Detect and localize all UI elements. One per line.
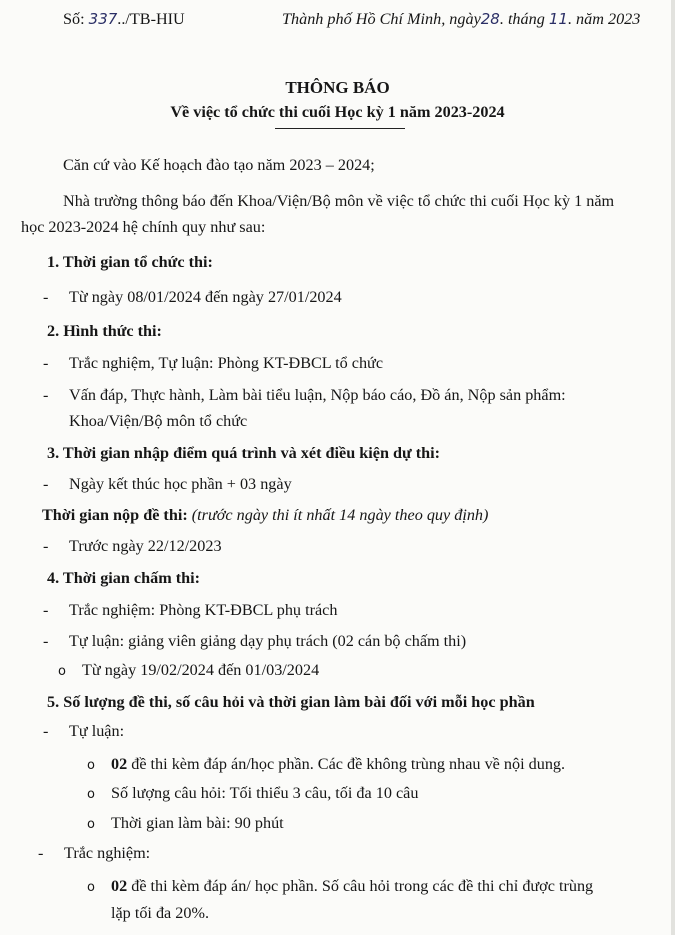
dash-bullet: - [43,475,49,493]
section-5-heading: 5. Số lượng đề thi, số câu hỏi và thời gian làm bài đối với mỗi học phần [47,693,535,711]
item-text: Từ ngày 08/01/2024 đến ngày 27/01/2024 [69,288,342,306]
number-prefix: Số: [63,10,89,28]
item-text: Tự luận: giảng viên giảng dạy phụ trách (02 cán bộ chấm thi) [69,632,467,650]
item-text: đề thi kèm đáp án/học phần. Các đề không trùng nhau về nội dung. [127,755,566,773]
document-title: THÔNG BÁO [285,78,390,97]
year-label: . năm 2023 [567,10,641,28]
submission-item [43,536,222,556]
dash-bullet: - [43,722,49,740]
bold-count: 02 [111,877,128,895]
announce-line-1: Nhà trường thông báo đến Khoa/Viện/Bộ môn về việc tổ chức thi cuối Học kỳ 1 năm [63,192,615,210]
dash-bullet: - [43,354,49,372]
place-and-date [282,9,640,29]
submission-label: Thời gian nộp đề thi: [42,506,188,524]
document-subtitle: Về việc tổ chức thi cuối Học kỳ 1 năm 2023-2024 [170,103,505,121]
item-text: Vấn đáp, Thực hành, Làm bài tiểu luận, Nộp báo cáo, Đồ án, Nộp sản phẩm: [69,386,566,404]
essay-label [43,721,124,741]
item-text: đề thi kèm đáp án/ học phần. Số câu hỏi trong các đề thi chỉ được trùng [127,877,594,895]
submission-note: (trước ngày thi ít nhất 14 ngày theo quy định) [187,506,489,524]
section-3-item [43,474,292,494]
announce-line-2: học 2023-2024 hệ chính quy như sau: [21,218,266,236]
section-2-item-1 [43,353,383,373]
essay-sub-1 [87,754,565,776]
handwritten-month: 11 [548,10,568,28]
dash-bullet: - [43,386,49,404]
item-text: Trắc nghiệm: Phòng KT-ĐBCL phụ trách [69,601,338,619]
section-4-item-2 [43,631,466,651]
circle-bullet: o [87,758,95,773]
handwritten-number: 337 [88,10,118,28]
month-label: . tháng [499,10,549,28]
item-text: Ngày kết thúc học phần + 03 ngày [69,475,292,493]
mc-sub-1-cont: lặp tối đa 20%. [111,904,210,922]
circle-bullet: o [58,664,66,679]
circle-bullet: o [87,787,95,802]
place-date-prefix: Thành phố Hồ Chí Minh, ngày [282,10,481,28]
section-2-item-2-cont: Khoa/Viện/Bộ môn tổ chức [69,412,248,430]
number-suffix: ../TB-HIU [117,10,185,28]
bold-count: 02 [111,755,128,773]
item-text: Từ ngày 19/02/2024 đến 01/03/2024 [82,661,320,679]
circle-bullet: o [87,817,95,832]
section-1-item [43,287,342,307]
item-text: Trước ngày 22/12/2023 [69,537,222,555]
document-number [63,9,185,29]
dash-bullet: - [43,288,49,306]
section-3-heading: 3. Thời gian nhập điểm quá trình và xét điều kiện dự thi: [47,444,441,462]
item-text: Số lượng câu hỏi: Tối thiểu 3 câu, tối đa 10 câu [111,784,419,802]
section-2-item-2 [43,385,566,405]
submission-heading [42,505,488,525]
mc-label [38,843,150,863]
dash-bullet: - [43,601,49,619]
scan-edge [671,0,675,935]
section-2-heading: 2. Hình thức thi: [47,322,162,340]
item-text: Thời gian làm bài: 90 phút [111,814,284,832]
circle-bullet: o [87,880,95,895]
section-4-sub-item [58,660,319,682]
section-1-heading: 1. Thời gian tổ chức thi: [47,253,213,271]
dash-bullet: - [43,632,49,650]
title-underline [275,128,405,129]
dash-bullet: - [43,537,49,555]
item-text: Tự luận: [69,722,125,740]
item-text: Trắc nghiệm: [64,844,151,862]
mc-sub-1 [87,876,593,898]
section-4-item-1 [43,600,337,620]
item-text: Trắc nghiệm, Tự luận: Phòng KT-ĐBCL tổ chức [69,354,384,372]
basis-paragraph: Căn cứ vào Kế hoạch đào tạo năm 2023 – 2024; [63,156,375,174]
essay-sub-3 [87,813,284,835]
section-4-heading: 4. Thời gian chấm thi: [47,569,201,587]
essay-sub-2 [87,783,418,805]
handwritten-day: 28 [480,10,500,28]
dash-bullet: - [38,844,44,862]
